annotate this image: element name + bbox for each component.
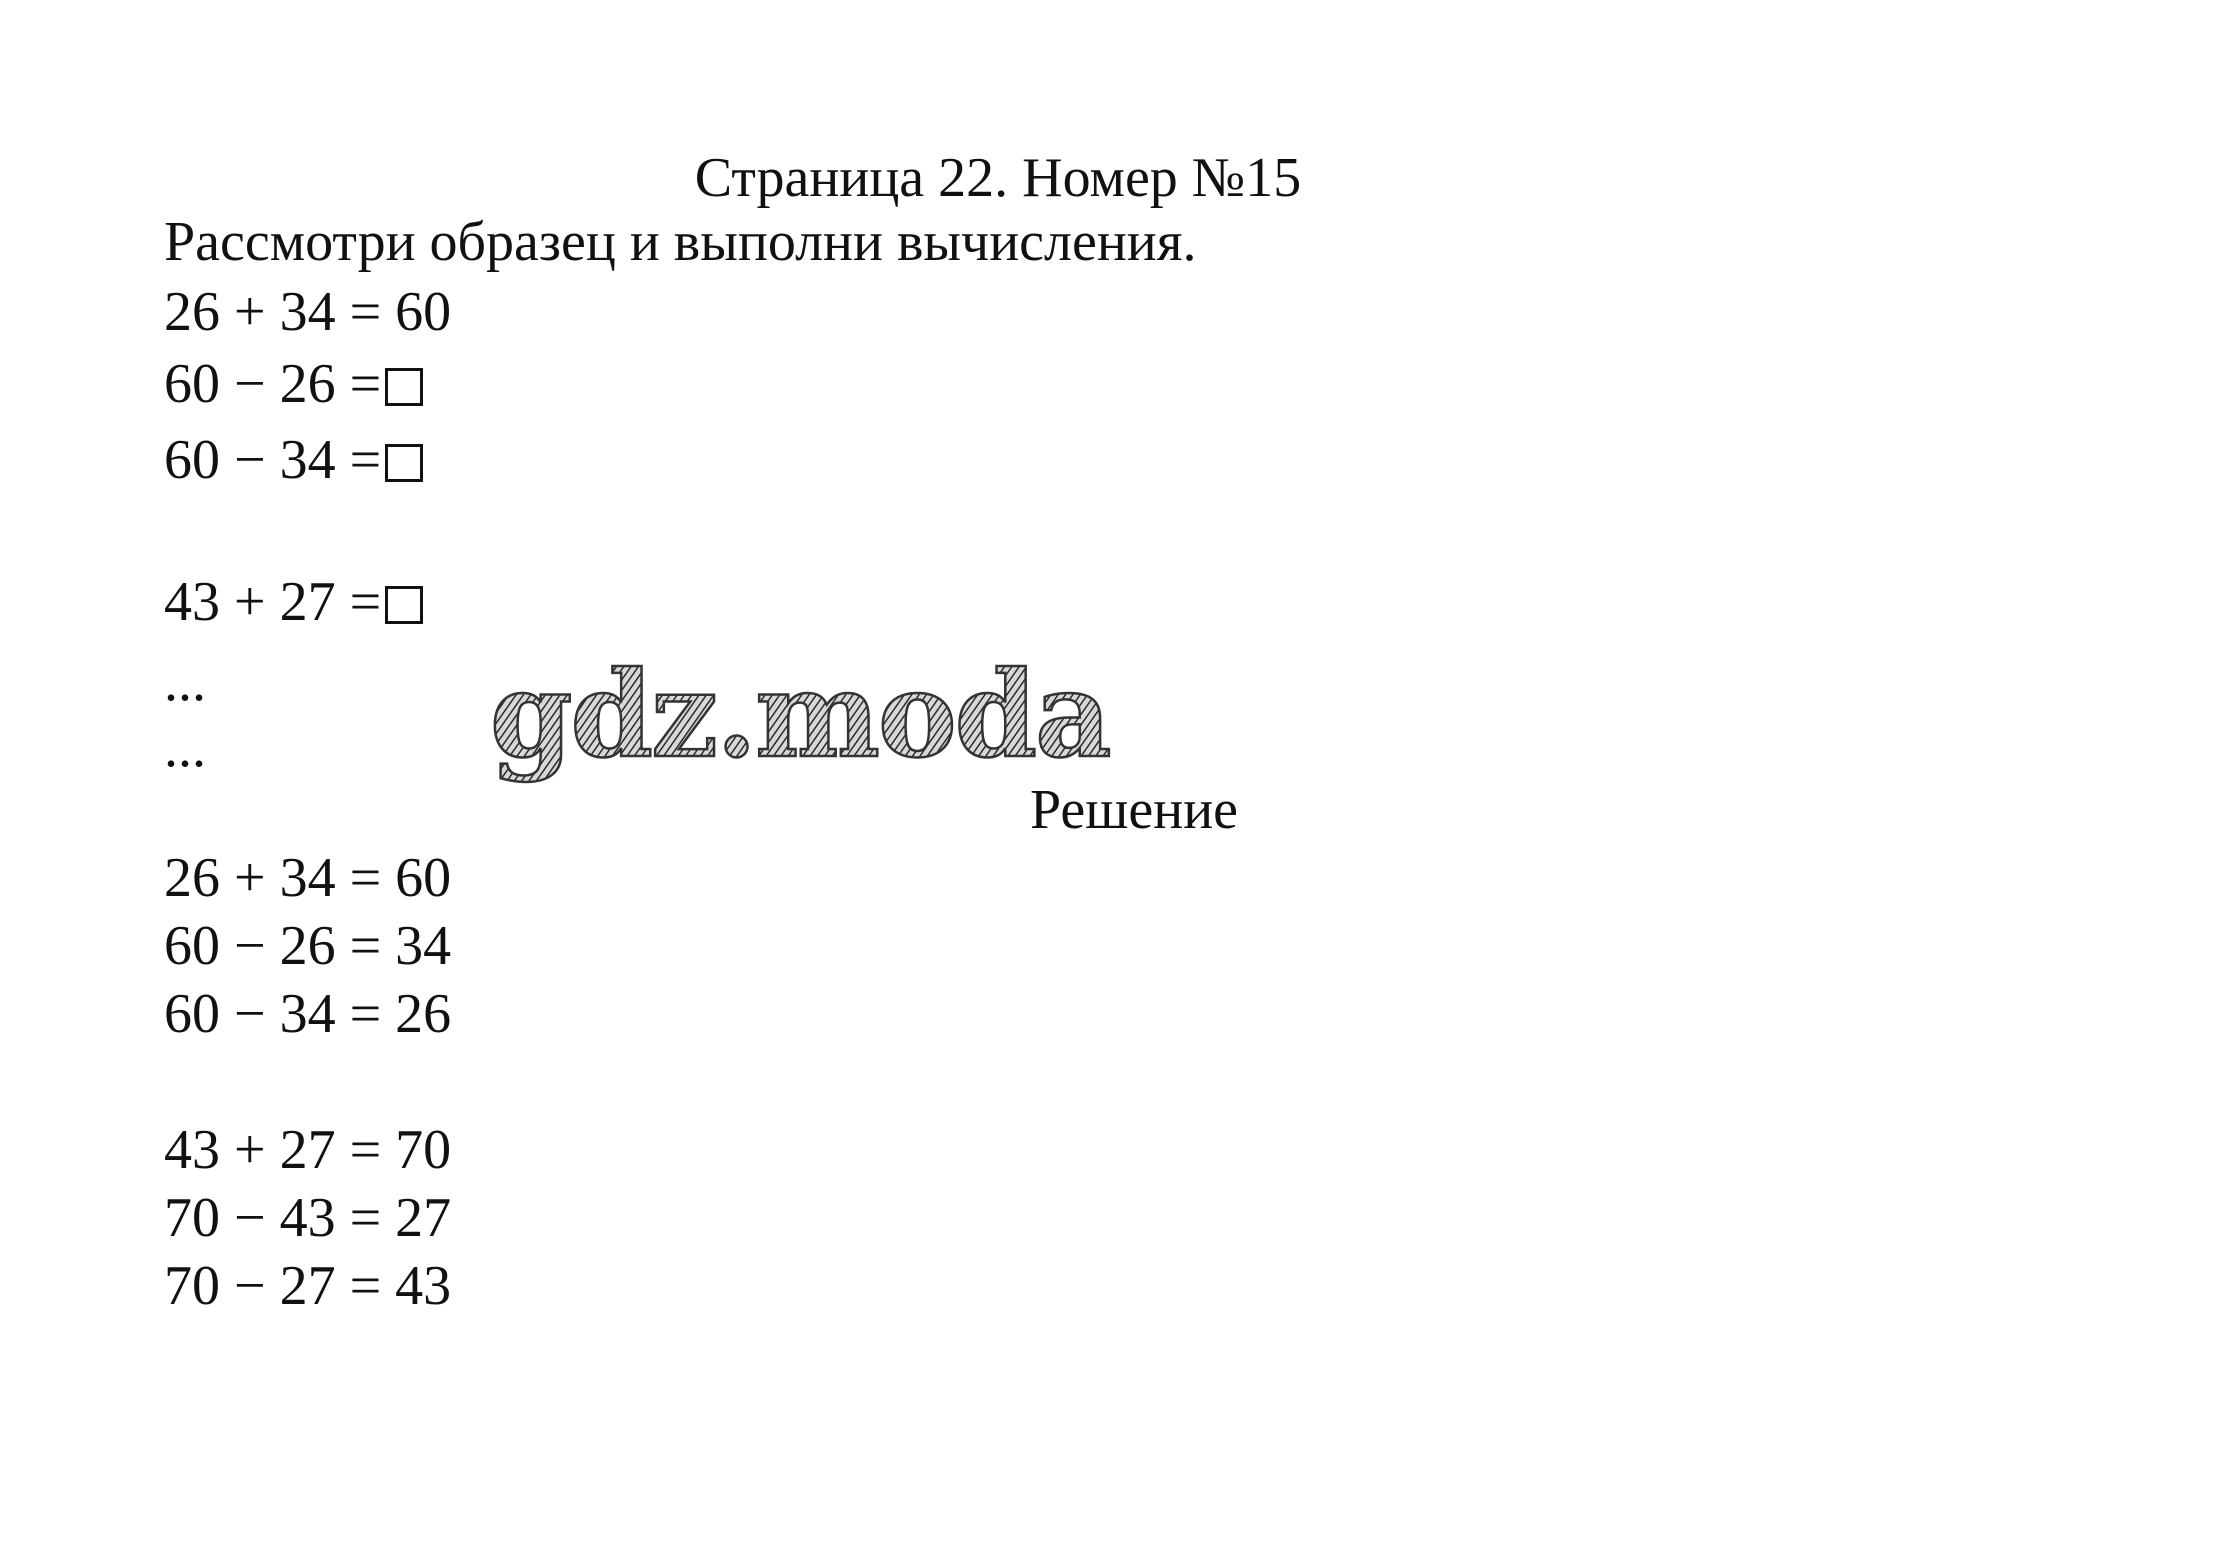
exercise-ellipsis-2: ... [164, 717, 206, 779]
example-line-2 [164, 354, 423, 414]
exercise-expression: 43 + 27 = [164, 571, 382, 633]
example-line-3 [164, 430, 423, 490]
example-expression: 60 − 26 = [164, 353, 382, 415]
exercise-line-1 [164, 572, 423, 632]
solution-line: 43 + 27 = 70 [164, 1119, 452, 1181]
watermark-text: gdz.moda [490, 648, 1110, 784]
solution-heading: Решение [1030, 779, 1239, 841]
example-expression: 60 − 34 = [164, 429, 382, 491]
solution-line: 60 − 26 = 34 [164, 915, 452, 977]
example-line-1 [164, 282, 451, 342]
answer-box [385, 586, 423, 624]
solution-line: 70 − 27 = 43 [164, 1255, 452, 1317]
solution-line: 26 + 34 = 60 [164, 847, 452, 909]
page-title: Страница 22. Номер №15 [694, 147, 1302, 209]
solution-line: 70 − 43 = 27 [164, 1187, 452, 1249]
exercise-ellipsis-1: ... [164, 651, 206, 713]
solution-line: 60 − 34 = 26 [164, 983, 452, 1045]
answer-box [385, 444, 423, 482]
task-instruction: Рассмотри образец и выполни вычисления. [164, 211, 1197, 273]
watermark-logo [482, 648, 1122, 808]
answer-box [385, 368, 423, 406]
example-expression: 26 + 34 = 60 [164, 281, 452, 343]
